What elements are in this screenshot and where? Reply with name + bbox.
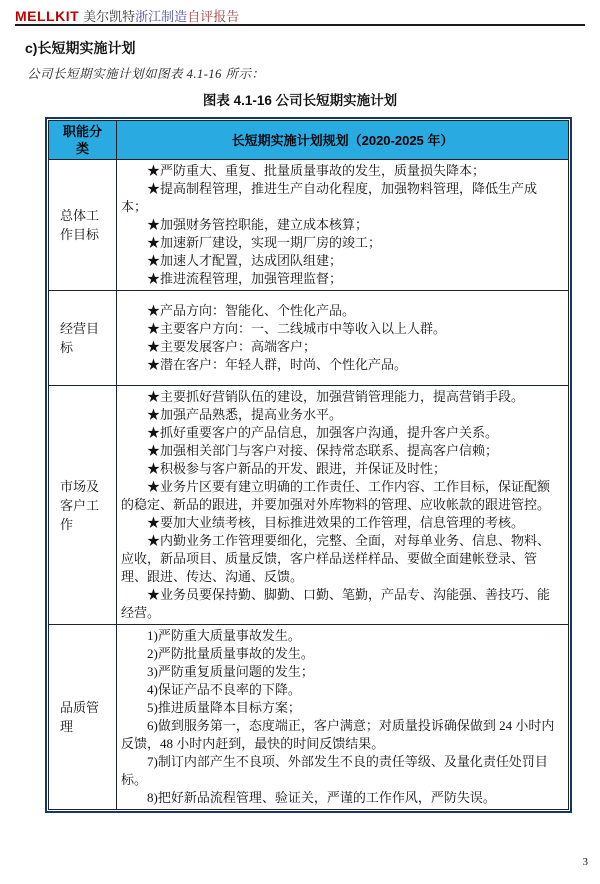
table-caption: 图表 4.1-16 公司长短期实施计划 (202, 93, 398, 108)
column-header-category: 职能分类 (49, 121, 117, 160)
brand-subtitle-zhejiang: 浙江制造 (135, 9, 188, 24)
plan-item: ★产品方向：智能化、个性化产品。 (147, 303, 356, 318)
table-row (49, 291, 569, 386)
brand-logo: MELLKIT (15, 8, 80, 24)
category-cell: 品质管理 (49, 625, 117, 810)
category-cell: 市场及客户工作 (49, 386, 117, 625)
document-header (15, 6, 585, 25)
items-cell (117, 625, 569, 810)
plan-item: 4)保证产品不良率的下降。 (147, 682, 301, 697)
plan-item: ★加速人才配置，达成团队组建； (147, 253, 343, 268)
plan-item: ★要加大业绩考核，目标推进效果的工作管理，信息管理的考核。 (147, 515, 525, 530)
plan-item: 6)做到服务第一，态度端正，客户满意；对质量投诉确保做到 24 小时内反馈，48 小时内赶到，最快的时间反馈结果。 (121, 718, 555, 751)
plan-table (45, 117, 572, 813)
plan-item: ★潜在客户：年轻人群，时尚、个性化产品。 (147, 357, 408, 372)
intro-text: 公司长短期实施计划如图表 4.1-16 所示： (27, 67, 265, 81)
plan-item: ★主要抓好营销队伍的建设，加强营销管理能力，提高营销手段。 (147, 389, 525, 404)
plan-item: 8)把好新品流程管理、验证关，严谨的工作作风，严防失误。 (147, 790, 496, 805)
table-row (49, 625, 569, 810)
plan-item: 1)严防重大质量事故发生。 (147, 628, 301, 643)
plan-item: ★主要发展客户：高端客户； (147, 339, 317, 354)
plan-table-head (49, 121, 569, 160)
plan-item: ★加强相关部门与客户对接、保持常态联系、提高客户信赖； (147, 443, 499, 458)
plan-table-body (49, 160, 569, 810)
plan-item: ★严防重大、重复、批量质量事故的发生，质量损失降本； (147, 163, 486, 178)
plan-item: ★加速新厂建设，实现一期厂房的竣工； (147, 235, 382, 250)
plan-item: ★加强产品熟悉，提高业务水平。 (147, 407, 343, 422)
plan-item: ★抓好重要客户的产品信息，加强客户沟通，提升客户关系。 (147, 425, 499, 440)
plan-item: ★推进流程管理，加强管理监督； (147, 271, 343, 286)
plan-item: 3)严防重复质量问题的发生； (147, 664, 314, 679)
brand-name-cn: 美尔凯特 (83, 9, 136, 24)
plan-item: ★业务片区要有建立明确的工作责任、工作内容、工作目标，保证配额的稳定、新品的跟进，并要加强对外库物料的管理、应收帐款的跟进管控。 (121, 479, 551, 512)
table-row (49, 160, 569, 291)
items-cell (117, 160, 569, 291)
plan-item: ★加强财务管控职能，建立成本核算； (147, 217, 369, 232)
plan-item: ★主要客户方向：一、二线城市中等收入以上人群。 (147, 321, 447, 336)
brand-subtitle-report: 自评报告 (187, 9, 240, 24)
table-row (49, 386, 569, 625)
column-header-plan: 长短期实施计划规划（2020-2025 年） (117, 121, 569, 160)
plan-item: 2)严防批量质量事故的发生。 (147, 646, 314, 661)
plan-item: ★内勤业务工作管理要细化，完整、全面，对每单业务、信息、物料、应收，新品项目、质量反馈，客户样品送样样品、要做全面建帐登录、管理、跟进、传达、沟通、反馈。 (121, 533, 551, 584)
plan-item: ★业务员要保持勤、脚勤、口勤、笔勤，产品专、沟能强、善技巧、能经营。 (121, 587, 551, 620)
items-cell (117, 386, 569, 625)
header-divider (15, 24, 585, 26)
category-cell: 经营目标 (49, 291, 117, 386)
plan-item: ★积极参与客户新品的开发、跟进，并保证及时性； (147, 461, 447, 476)
items-cell (117, 291, 569, 386)
plan-item: 7)制订内部产生不良项、外部发生不良的责任等级、及量化责任处罚目标。 (121, 754, 548, 787)
header-row (49, 121, 569, 160)
section-heading: c)长短期实施计划 (25, 40, 136, 56)
plan-item: ★提高制程管理，推进生产自动化程度，加强物料管理，降低生产成本； (121, 181, 538, 214)
category-cell: 总体工作目标 (49, 160, 117, 291)
plan-item: 5)推进质量降本目标方案； (147, 700, 301, 715)
page-number: 3 (582, 856, 588, 868)
